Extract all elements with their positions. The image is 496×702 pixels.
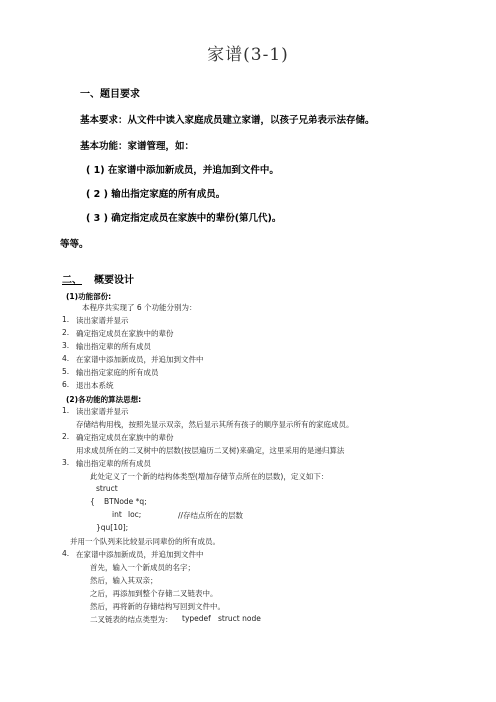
code-line: struct [96, 484, 118, 493]
code-line: typedef [182, 614, 211, 623]
basic-function: 基本功能：家谱管理，如： [80, 141, 195, 152]
algorithm-number: 1. [62, 406, 70, 415]
function-list-item: 输出指定家庭的所有成员 [76, 368, 159, 377]
requirement-item-1: ( 1) 在家谱中添加新成员，并追加到文件中。 [86, 165, 279, 176]
algorithm-number: 3. [62, 458, 70, 467]
function-intro: 本程序共实现了 6 个功能分别为： [82, 303, 197, 312]
algorithm-description: 然后，再将新的存储结构写回到文件中。 [90, 602, 225, 611]
algorithm-description: 二叉链表的结点类型为： [90, 615, 173, 624]
section2-heading-number: 二、 [62, 275, 82, 286]
function-list-item: 读出家谱并显示 [76, 316, 129, 325]
code-line: struct node [218, 614, 261, 623]
algorithm-description: 此处定义了一个新的结构体类型(增加存储节点所在的层数)，定义如下： [90, 472, 329, 481]
etc-text: 等等。 [60, 239, 89, 250]
algorithm-description: 之后，再添加到整个存储二叉链表中。 [90, 589, 218, 598]
code-line: { [90, 497, 95, 506]
basic-requirement: 基本要求：从文件中读入家庭成员建立家谱，以孩子兄弟表示法存储。 [80, 115, 375, 126]
function-list-item: 输出指定辈的所有成员 [76, 342, 151, 351]
code-line: loc; [128, 510, 142, 519]
algorithm-title: 输出指定辈的所有成员 [76, 459, 151, 468]
algorithm-description: 存储结构用栈，按照先显示双亲，然后显示其所有孩子的顺序显示所有的家庭成员。 [76, 420, 354, 429]
function-list-number: 6. [62, 380, 70, 389]
algorithm-description: 用求成员所在的二叉树中的层数(按层遍历二叉树)来确定，这里采用的是递归算法 [76, 446, 345, 455]
code-line: BTNode *q; [104, 497, 147, 506]
code-line: }qu[10]; [96, 523, 129, 532]
algorithm-label: (2)各功能的算法思想: [66, 395, 142, 404]
function-list-number: 3. [62, 341, 70, 350]
algorithm-title: 确定指定成员在家族中的辈份 [76, 433, 174, 442]
algorithm-title: 在家谱中添加新成员，并追加到文件中 [76, 550, 204, 559]
function-list-number: 2. [62, 328, 70, 337]
code-comment: //存结点所在的层数 [178, 511, 244, 520]
function-list-number: 1. [62, 315, 70, 324]
algorithm-number: 2. [62, 432, 70, 441]
function-list-number: 5. [62, 367, 70, 376]
section2-heading: 概要设计 [94, 275, 134, 286]
algorithm-number: 4. [62, 549, 70, 558]
algorithm-description: 并用一个队列来比较显示同辈份的所有成员。 [70, 537, 220, 546]
function-list-item: 确定指定成员在家族中的辈份 [76, 329, 174, 338]
algorithm-description: 然后，输入其双亲； [90, 576, 158, 585]
function-list-item: 在家谱中添加新成员，并追加到文件中 [76, 355, 204, 364]
requirement-item-2: ( 2 ) 输出指定家庭的所有成员。 [86, 189, 226, 200]
algorithm-title: 读出家谱并显示 [76, 407, 129, 416]
algorithm-description: 首先，输入一个新成员的名字； [90, 563, 195, 572]
code-line: int [112, 510, 122, 519]
section1-heading: 一、题目要求 [80, 89, 140, 100]
page-title: 家谱(3-1) [207, 45, 289, 65]
function-part-label: (1)功能部份: [66, 292, 112, 301]
function-list-number: 4. [62, 354, 70, 363]
function-list-item: 退出本系统 [76, 381, 114, 390]
requirement-item-3: ( 3 ) 确定指定成员在家族中的辈份(第几代)。 [86, 213, 282, 224]
